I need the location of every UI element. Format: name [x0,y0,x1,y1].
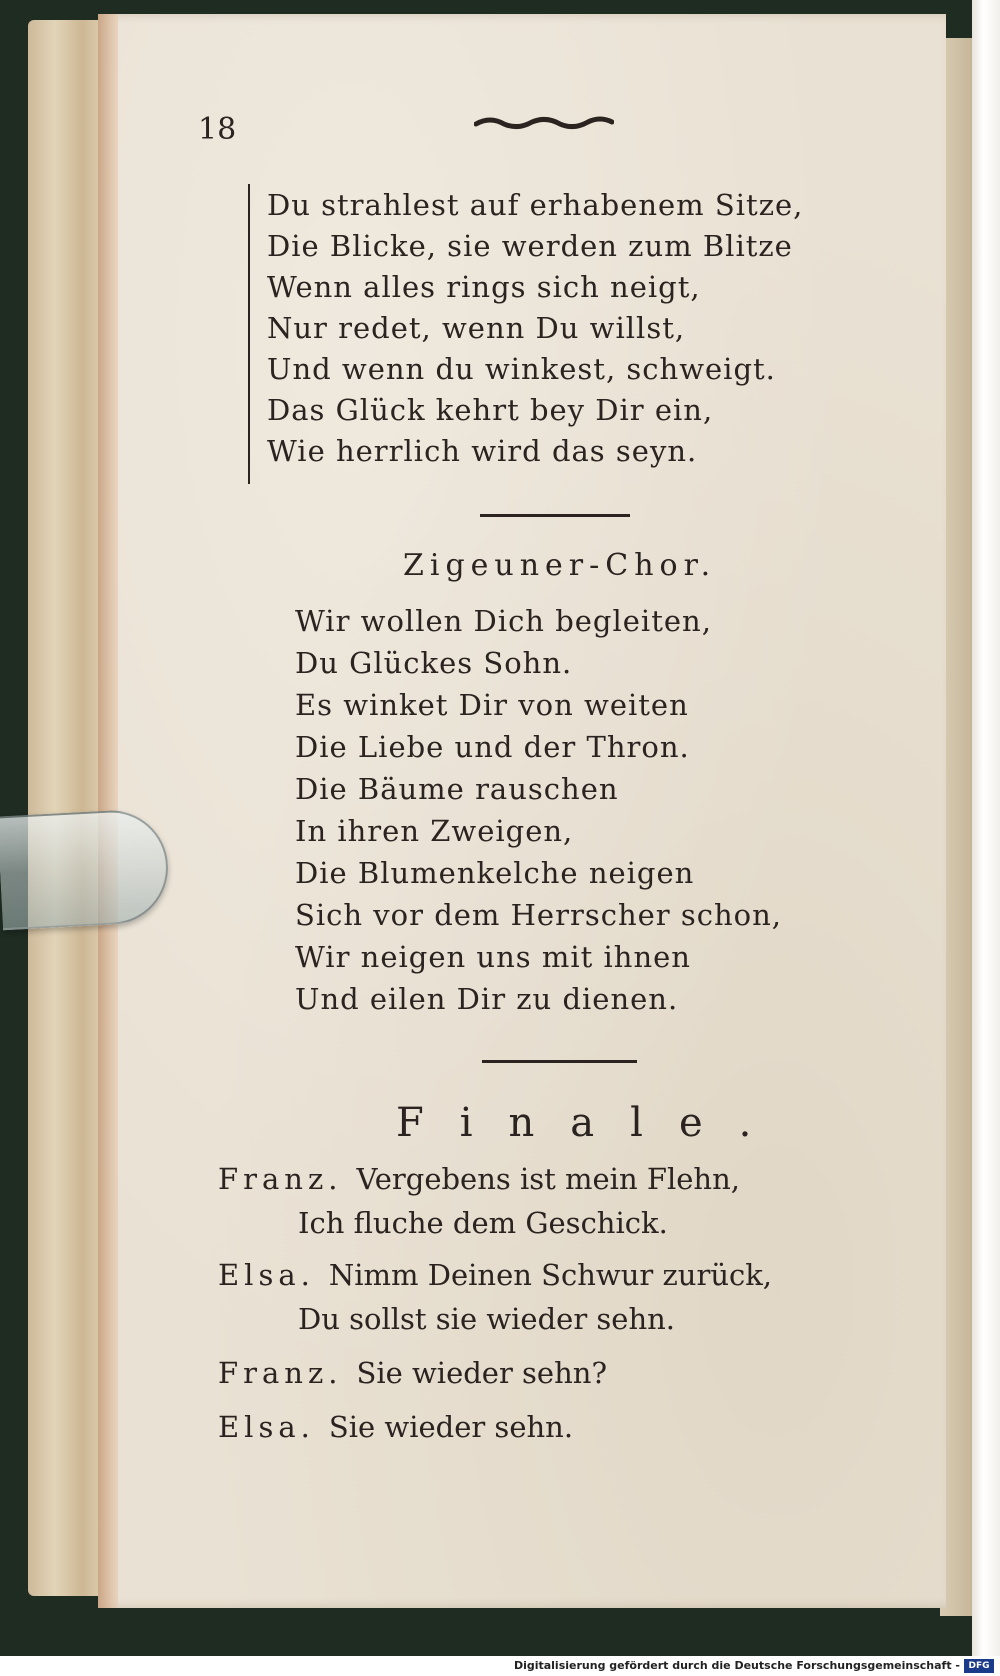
dialogue-continuation: Du sollst sie wieder sehn. [298,1302,676,1336]
dialogue-line [218,1258,772,1292]
dialogue-line [218,1410,573,1444]
chor-heading: Zigeuner-Chor. [403,548,717,583]
dialogue-text: Sie wieder sehn. [328,1410,574,1444]
verse-line: Die Bäume rauschen [295,772,619,806]
verse-line: Sich vor dem Herrscher schon, [295,898,783,932]
section-divider [480,514,630,517]
verse-line: Wie herrlich wird das seyn. [267,434,698,468]
verse-line: Es winket Dir von weiten [295,688,689,722]
verse-line: Die Blumenkelche neigen [295,856,695,890]
verse-bracket [248,184,258,484]
right-gutter [972,0,1000,1676]
finale-heading: Finale. [396,1100,788,1146]
section-divider [482,1060,637,1063]
verse-line: Wir neigen uns mit ihnen [295,940,691,974]
speaker-name: Franz. [218,1162,343,1196]
verse-line: Du strahlest auf erhabenem Sitze, [267,188,804,222]
footer-credit: Digitalisierung gefördert durch die Deutsche Forschungsgemeinschaft - [513,1659,960,1672]
verse-line: Das Glück kehrt bey Dir ein, [267,393,714,427]
dfg-logo: DFG [964,1659,994,1673]
speaker-name: Elsa. [218,1410,315,1444]
dialogue-line [218,1356,607,1390]
verse-line: Wir wollen Dich begleiten, [295,604,712,638]
page-number: 18 [198,112,237,147]
verse-line: Die Liebe und der Thron. [295,730,690,764]
dialogue-text: Vergebens ist mein Flehn, [356,1162,740,1196]
ornament-icon [474,112,614,134]
glass-page-weight [0,808,171,931]
verse-block-1 [267,185,803,472]
verse-line: Und eilen Dir zu dienen. [295,982,679,1016]
dialogue-text: Nimm Deinen Schwur zurück, [328,1258,773,1292]
verse-line: In ihren Zweigen, [295,814,574,848]
speaker-name: Franz. [218,1356,343,1390]
verse-line: Wenn alles rings sich neigt, [267,270,701,304]
dialogue-line [218,1162,740,1196]
verse-line: Die Blicke, sie werden zum Blitze [267,229,793,263]
dialogue-text: Sie wieder sehn? [356,1356,607,1390]
verse-line: Und wenn du winkest, schweigt. [267,352,776,386]
verse-line: Nur redet, wenn Du willst, [267,311,686,345]
dialogue-continuation: Ich fluche dem Geschick. [298,1206,668,1240]
speaker-name: Elsa. [218,1258,315,1292]
verse-block-2 [295,600,782,1020]
verse-line: Du Glückes Sohn. [295,646,573,680]
